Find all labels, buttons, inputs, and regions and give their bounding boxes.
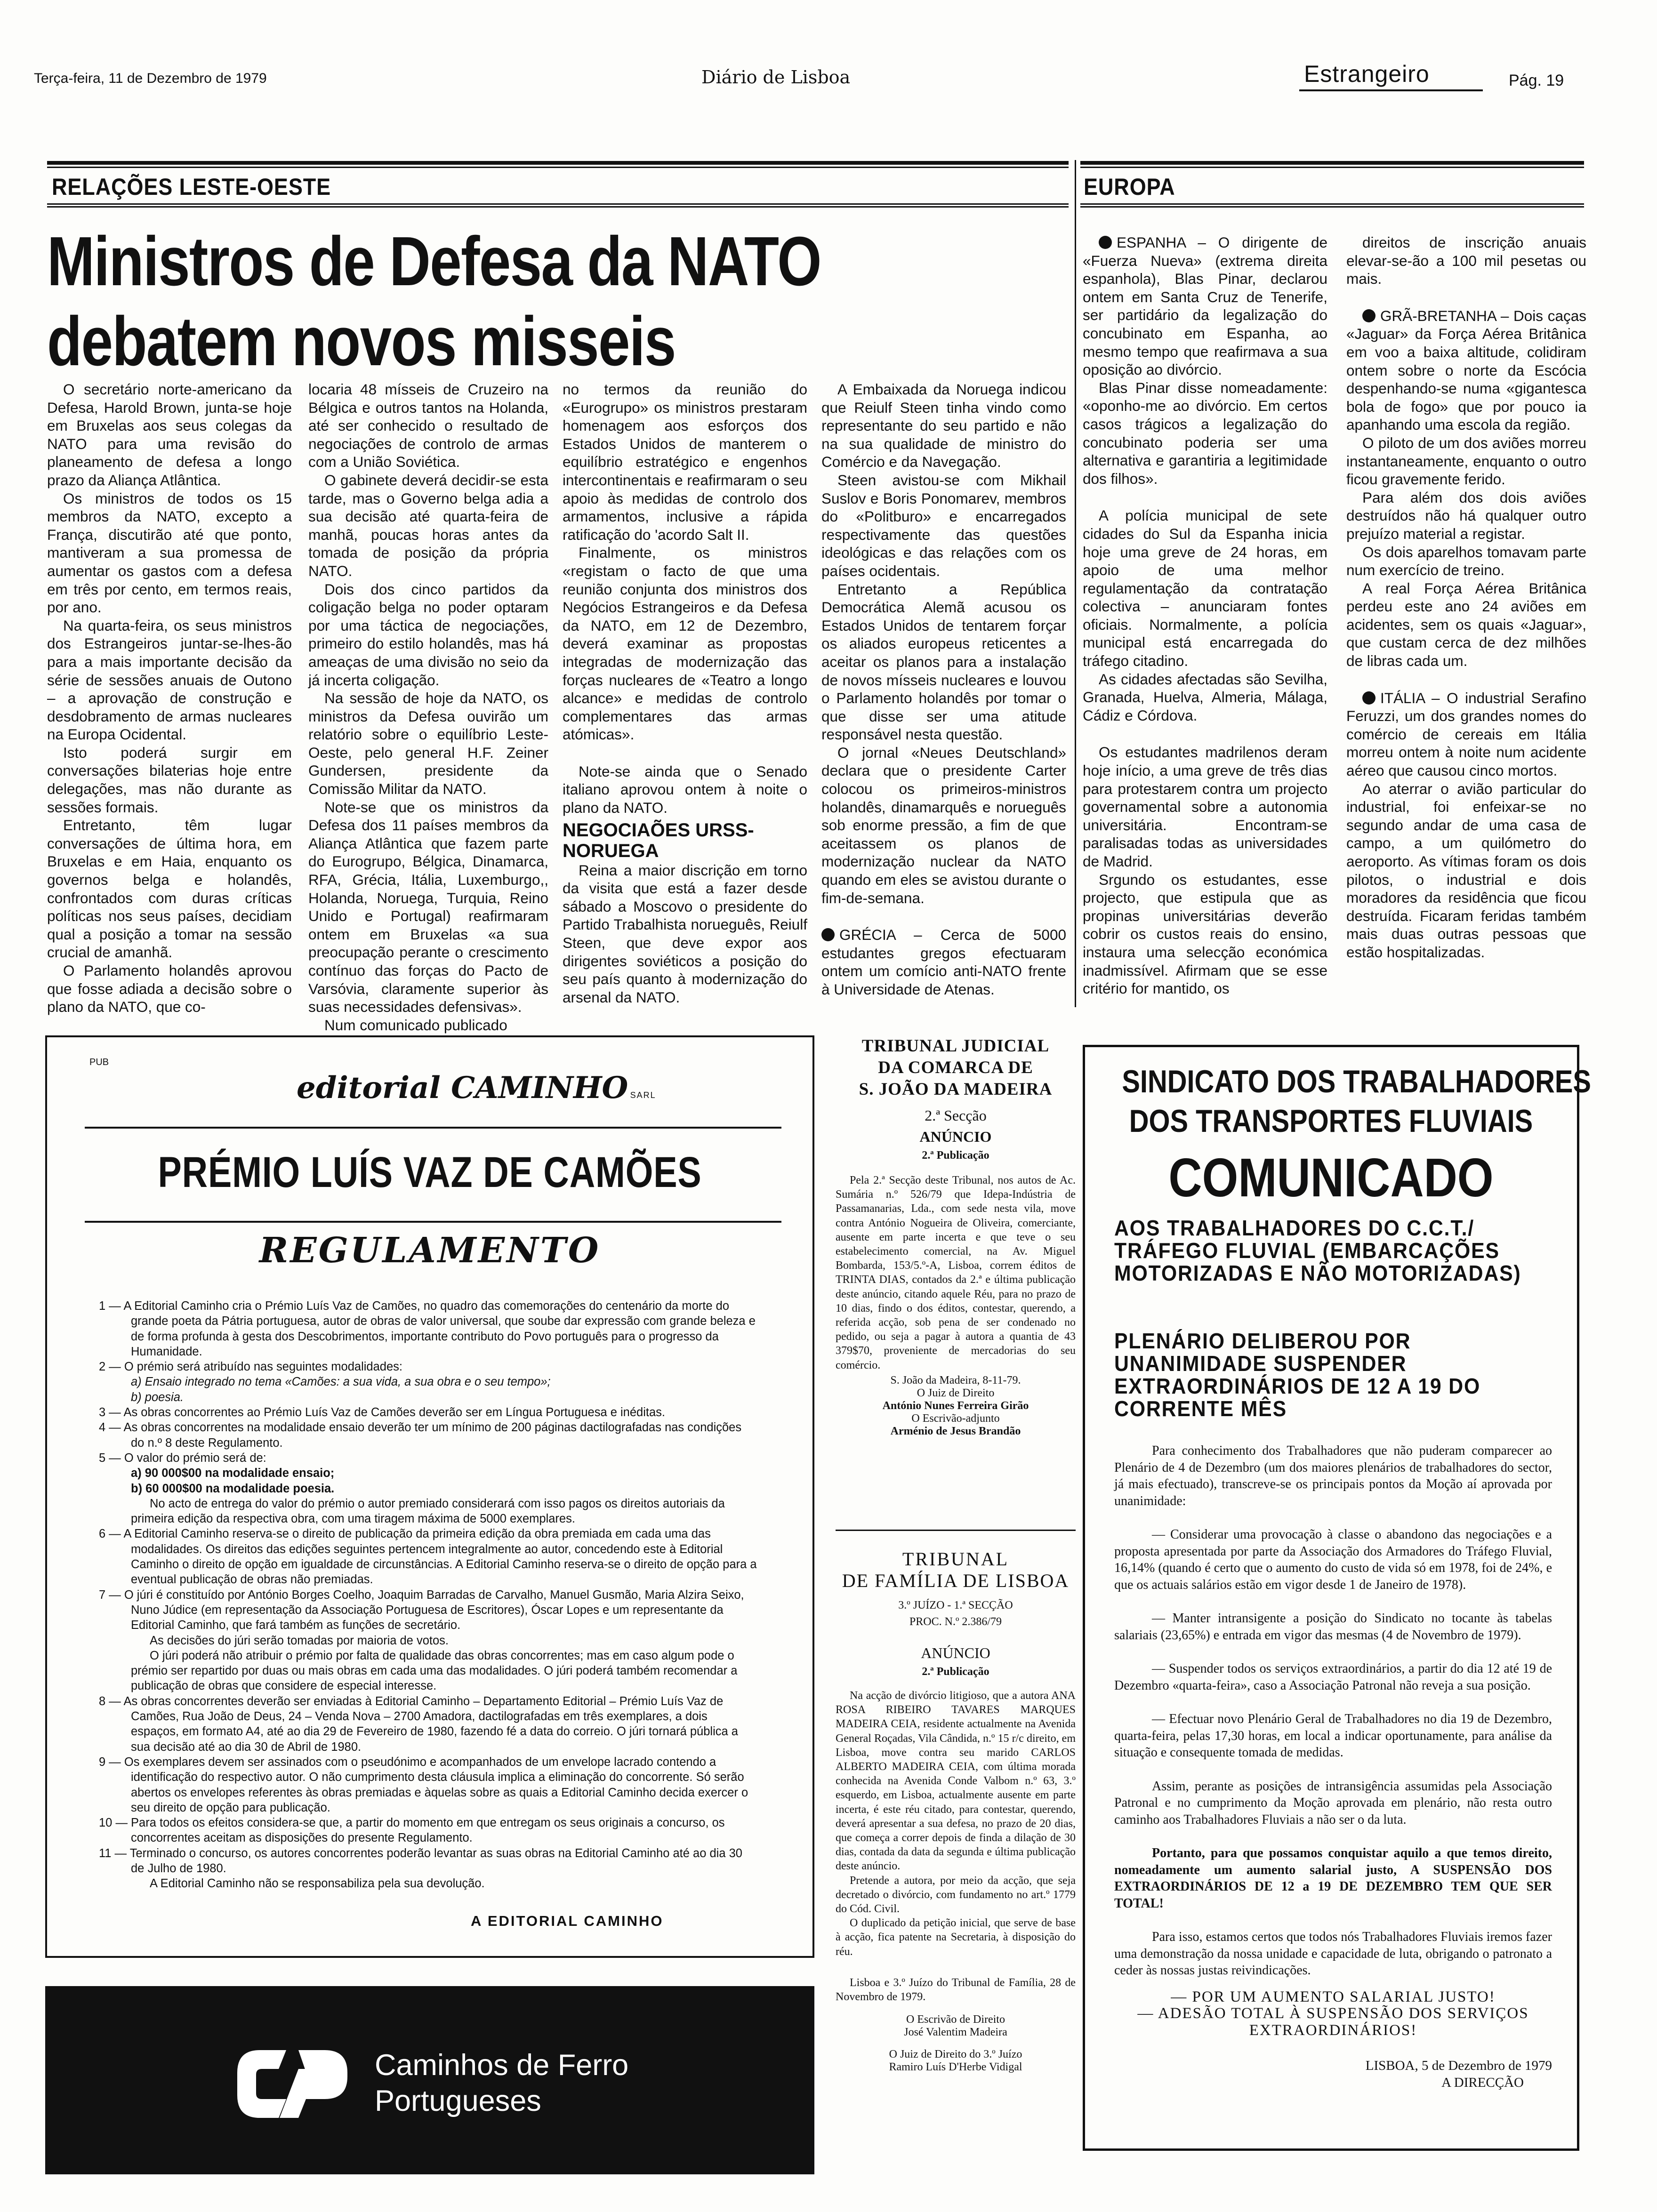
ad-sindicato-box: [1083, 1045, 1591, 2151]
news-gra-bretanha: GRÃ-BRETANHA – Dois caças «Jaguar» da Força Aérea Britânica em voo a baixa altitude, colidiram ontem sobre o norte da Escócia despenhando-se numa «gigantesca bola de fogo» que por pouco ia apanhando uma escola da região.: [1346, 307, 1586, 433]
rule-item: 10 — Para todos os efeitos considera-se que, a partir do momento em que entregam os seus originais a concurso, os concorrentes aceitam as disposições do presente Regulamento.: [99, 1816, 725, 1845]
article-column-4: [821, 380, 1066, 999]
paragraph: Steen avistou-se com Mikhail Suslov e Boris Ponomarev, membros do «Politburo» e encarregados respectivamente das questões ideológicas e das relações com os países ocidentais.: [821, 471, 1066, 579]
europa-rule-bottom: [1080, 203, 1584, 205]
paragraph: As cidades afectadas são Sevilha, Granada, Huelva, Almeria, Málaga, Cádiz e Córdova.: [1083, 670, 1327, 724]
comunicado-date: LISBOA, 5 de Dezembro de 1979: [1365, 2058, 1552, 2073]
notice-place-date: Lisboa e 3.º Juízo do Tribunal de Família, 28 de Novembro de 1979.: [836, 1976, 1076, 2004]
paragraph: Portanto, para que possamos conquistar aquilo a que temos direito, nomeadamente um aumento salarial justo, A SUSPENSÃO DOS EXTRAORDINÁRIOS DE 12 a 19 DE DEZEMBRO TEM QUE SER TOTAL!: [1114, 1846, 1552, 1911]
slogan: — ADESÃO TOTAL À SUSPENSÃO DOS SERVIÇOS EXTRAORDINÁRIOS!: [1137, 2005, 1529, 2039]
header-date: Terça-feira, 11 de Dezembro de 1979: [34, 71, 267, 86]
paragraph: Assim, perante as posições de intransigência assumidas pela Associação Patronal e no cumprimento da Moção aprovada em plenário, não resta outro caminho aos Trabalhadores Fluviais a não ser o da luta.: [1114, 1779, 1552, 1827]
rule-item: a) 90 000$00 na modalidade ensaio;: [131, 1467, 335, 1480]
ad-title: PRÉMIO LUÍS VAZ DE CAMÕES: [158, 1148, 702, 1196]
paragraph: — Suspender todos os serviços extraordinários, a partir do dia 12 até 19 de Dezembro «quarta-feira», caso a Associação Patronal não reveja a sua posição.: [1114, 1661, 1552, 1693]
bullet-icon: [821, 928, 835, 941]
notice-judge-name: António Nunes Ferreira Girão: [882, 1399, 1029, 1412]
paragraph: O gabinete deverá decidir-se esta tarde, mas o Governo belga adia a sua decisão até quarta-feira de manhã, poucas horas antes da tomada de posição da própria NATO.: [308, 471, 548, 579]
comunicado-body: [1114, 1443, 1552, 2091]
paragraph: Entretanto, têm lugar conversações de última hora, em Bruxelas e em Haia, enquanto os governos belga e holandês, confrontados com duras críticas políticas nos seus países, decidiam qual a posição a tomar na sessão crucial de amanhã.: [47, 817, 292, 961]
notice-judge-name: Ramiro Luís D'Herbe Vidigal: [889, 2061, 1022, 2074]
paragraph: Ao aterrar o avião particular do industrial, foi enfeixar-se no segundo andar de uma casa de campo, a um quilómetro do aeroporto. As vítimas foram os dois pilotos, o industrial e dois moradores da residência que ficou destruída. Ficaram feridas também mais duas outras pessoas que estão hospitalizadas.: [1346, 780, 1586, 961]
brand-logo: [297, 1070, 656, 1106]
paragraph: O jornal «Neues Deutschland» declara que o presidente Carter colocou os primeiros-ministros holandês, dinamarquês e norueguês sob enorme pressão, a fim de que aceitassem os planos de modernização nuclear da NATO quando em eles se avistou durante o fim-de-semana.: [821, 744, 1066, 906]
section-rule-top2: [47, 167, 1069, 168]
notice-place-date: S. João da Madeira, 8-11-79.: [890, 1374, 1021, 1387]
comunicado-subtitle-2: PLENÁRIO DELIBEROU POR UNANIMIDADE SUSPENDER EXTRAORDINÁRIOS DE 12 A 19 DO CORRENTE MÊS: [1114, 1329, 1481, 1421]
notice-body: [836, 1689, 1076, 2004]
rule-item: 8 — As obras concorrentes deverão ser enviadas à Editorial Caminho – Departamento Editorial – Prémio Luís Vaz de Camões, Rua João de Deus, 24 – Venda Nova – 2700 Amadora, dactilografadas em três exemplares, a dois espaços, em formato A4, até ao dia 29 de Fevereiro de 1980, fazendo fé a data do correio. O júri tornará pública a sua decisão até ao dia 30 de Abril de 1980.: [99, 1694, 738, 1754]
rule-item: 9 — Os exemplares devem ser assinados com o pseudónimo e acompanhados de um envelope lacrado contendo a identificação do respectivo autor. O não cumprimento desta cláusula implica a eliminação do concorrente. Só serão abertos os envelopes referentes às obras premiadas e àquelas sobre as quais a Editorial Caminho decida exercer o seu direito de opção para publicação.: [99, 1755, 748, 1814]
notice-judge-title: O Juiz de Direito do 3.º Juízo: [889, 2048, 1022, 2061]
notice-paragraph: Na acção de divórcio litigioso, que a autora ANA ROSA RIBEIRO TAVARES MARQUES MADEIRA CEIA, residente actualmente na Avenida General Roçadas, Vila Cândida, n.º 15 r/c direito, em Lisboa, move contra seu marido CARLOS ALBERTO MADEIRA CEIA, com última morada conhecida na Avenida Conde Valbom n.º 63, 3.º esquerdo, em Lisboa, actualmente ausente em parte incerta, é este réu citado, para contestar, querendo, deverá apresentar a sua defesa, no prazo de 20 dias, que começa a correr depois de finda a dilação de 30 dias, contada da data da segunda e última publicação deste anúncio.: [836, 1690, 1076, 1873]
notice-heading: DE FAMÍLIA DE LISBOA: [842, 1570, 1070, 1591]
page-number: Pág. 19: [1509, 72, 1564, 89]
masthead: Diário de Lisboa: [701, 67, 851, 88]
notice-section: 2.ª Secção: [925, 1107, 987, 1124]
rule-item: b) poesia.: [131, 1390, 184, 1404]
paragraph: Para além dos dois aviões destruídos não há qualquer outro prejuízo material a registar.: [1346, 489, 1586, 542]
rule-item: A Editorial Caminho não se responsabiliza pela sua devolução.: [150, 1877, 485, 1891]
ad-camoes-box: [45, 1035, 814, 1958]
ad-signature: A EDITORIAL CAMINHO: [471, 1913, 664, 1929]
paragraph: O secretário norte-americano da Defesa, Harold Brown, junta-se hoje em Bruxelas aos seus colegas da NATO para uma revisão do planeamento de defesa a longo prazo da Aliança Atlântica.: [47, 381, 292, 489]
paragraph: Os ministros de todos os 15 membros da NATO, excepto a França, discutirão até que ponto, mantiveram a sua promessa de aumentar os gastos com a defesa em três por cento, em termos reais, por ano.: [47, 489, 292, 616]
paragraph: Srgundo os estudantes, esse projecto, que estipula que as propinas universitárias deverão cobrir os custos reais do ensino, instaura uma selecção económica inadmissível. Afirmam que se esse critério for mantido, os: [1083, 871, 1327, 997]
rule-item: 4 — As obras concorrentes na modalidade ensaio deverão ter um mínimo de 200 páginas dactilografadas nas condições do n.º 8 deste Regulamento.: [99, 1421, 742, 1450]
main-headline-line2: debatem novos misseis: [47, 303, 676, 380]
notice-clerk-title: O Escrivão de Direito: [906, 2013, 1005, 2026]
notice-clerk-name: Arménio de Jesus Brandão: [890, 1425, 1021, 1437]
paragraph: Entretanto a República Democrática Alemã acusou os Estados Unidos de tentarem forçar os aliados europeus reticentes a aceitar os planos para a instalação de novos mísseis nucleares e louvou o Parlamento holandês por tomar o que disse ser uma atitude responsável nesta questão.: [821, 580, 1066, 743]
comunicado-sign: A DIRECÇÃO: [1441, 2075, 1524, 2090]
paragraph: Para isso, estamos certos que todos nós Trabalhadores Fluviais iremos fazer uma demonstração da nossa unidade e capacidade de luta, obrigando o patronato a ceder às nossas justas reivindicações.: [1114, 1930, 1552, 1978]
news-espanha: ESPANHA – O dirigente de «Fuerza Nueva» (extrema direita espanhola), Blas Pinar, declarou ontem em Santa Cruz de Tenerife, ser partidário da legalização do concubinato em Espanha, ao mesmo tempo que reafirmava a sua oposição ao divórcio.: [1083, 234, 1327, 378]
paragraph: Isto poderá surgir em conversações bilaterias hoje entre delegações, mas não durante as sessões formais.: [47, 744, 292, 816]
notice-paragraph: O duplicado da petição inicial, que serve de base à acção, fica patente na Secretaria, à disposição do réu.: [836, 1917, 1076, 1958]
section-title-relacoes: RELAÇÕES LESTE-OESTE: [52, 174, 331, 200]
notice-clerk-title: O Escrivão-adjunto: [911, 1412, 1000, 1425]
ad-subtitle: REGULAMENTO: [259, 1230, 601, 1271]
notice-judge-title: O Juiz de Direito: [917, 1387, 995, 1399]
section-name: Estrangeiro: [1304, 61, 1430, 87]
slogan: — POR UM AUMENTO SALARIAL JUSTO!: [1171, 1988, 1496, 2005]
europa-rule-top: [1080, 161, 1584, 165]
paragraph: locaria 48 mísseis de Cruzeiro na Bélgica e outros tantos na Holanda, até ser conhecido o resultado de negociações de controlo de armas com a União Soviética.: [308, 381, 548, 471]
column-divider: [1075, 160, 1076, 1007]
rule-item: 3 — As obras concorrentes ao Prémio Luís Vaz de Camões deverão ser em Língua Portuguesa e inéditas.: [99, 1406, 665, 1419]
brand-name: editorial CAMINHO: [297, 1070, 628, 1106]
rules-list: [99, 1298, 758, 1891]
section-rule-bottom: [47, 203, 1069, 205]
notice-divider: [836, 1530, 1076, 1531]
rule-item: 7 — O júri é constituído por António Borges Coelho, Joaquim Barradas de Carvalho, Manuel Gusmão, Maria Alzira Seixo, Nuno Júdice (em representação da Associação Portuguesa de Escritores), Óscar Lopes e um representante da Editorial Caminho, que fará também as funções de secretário.: [99, 1588, 744, 1632]
paragraph: Na quarta-feira, os seus ministros dos Estrangeiros juntar-se-lhes-ão para a mais importante decisão da série de sessões anuais de Outono – a aprovação de construção e desdobramento de armas nucleares na Europa Ocidental.: [47, 617, 292, 743]
rule-item: 2 — O prémio será atribuído nas seguintes modalidades:: [99, 1360, 402, 1374]
cp-name-line2: Portugueses: [375, 2084, 541, 2117]
bullet-icon: [1362, 309, 1375, 322]
paragraph: Os estudantes madrilenos deram hoje início, a uma greve de três dias para protestarem contra um projecto governamental sobre a autonomia universitária. Encontram-se paralisadas todas as universidades de Madrid.: [1083, 744, 1327, 870]
sindicato-name-line2: DOS TRANSPORTES FLUVIAIS: [1129, 1103, 1533, 1139]
paragraph: Note-se ainda que o Senado italiano aprovou ontem à noite o plano da NATO.: [563, 762, 807, 817]
comunicado-title: COMUNICADO: [1168, 1147, 1494, 1208]
paragraph: A real Força Aérea Britânica perdeu este ano 24 aviões em acidentes, sem os quais «Jaguar», que custam cerca de dez milhões de libras cada um.: [1346, 579, 1586, 670]
comunicado-subtitle-1: AOS TRABALHADORES DO C.C.T./ TRÁFEGO FLUVIAL (EMBARCAÇÕES MOTORIZADAS E NÃO MOTORIZADAS): [1114, 1216, 1521, 1285]
notice-proc: PROC. N.º 2.386/79: [909, 1616, 1002, 1628]
rule-item: 11 — Terminado o concurso, os autores concorrentes poderão levantar as suas obras na Editorial Caminho até ao dia 30 de Julho de 1980.: [99, 1846, 742, 1875]
notice-pub: 2.ª Publicação: [922, 1149, 989, 1162]
rule-item: b) 60 000$00 na modalidade poesia.: [131, 1482, 335, 1495]
section-title-europa: EUROPA: [1084, 174, 1175, 200]
header-rule: [1299, 89, 1483, 91]
paragraph: Finalmente, os ministros «registam o facto de que uma reunião conjunta dos ministros dos Negócios Estrangeiros e da Defesa da NATO, em 12 de Dezembro, deverá examinar as propostas integradas de modernização das forças nucleares de «Teatro a longo alcance» e medidas de controlo complementares das armas atómicas».: [563, 544, 807, 743]
paragraph: O piloto de um dos aviões morreu instantaneamente, enquanto o outro ficou gravemente ferido.: [1346, 434, 1586, 488]
rule-item: 5 — O valor do prémio será de:: [99, 1451, 266, 1465]
notice-paragraph: Pela 2.ª Secção deste Tribunal, nos autos de Ac. Sumária n.º 526/79 que Idepa-Indústria de Passamanarias, Lda., com sede nesta vila, move contra António Nogueira de Oliveira, comerciante, ausente em parte incerta e que teve o seu estabelecimento comercial, na Av. Miguel Bombarda, 153/5.º-A, Lisboa, correm éditos de TRINTA DIAS, contados da 2.ª e última publicação deste anúncio, citando aquele Réu, para no prazo de 10 dias, findo o dos éditos, contestar, querendo, a referida acção, sob pena de ser condenado no pedido, ou seja a pagar à autora a quantia de 43 379$70, proveniente de mercadorias do seu comércio.: [836, 1174, 1076, 1371]
paragraph: A polícia municipal de sete cidades do Sul da Espanha inicia hoje uma greve de 24 horas, em apoio de uma melhor regulamentação da contratação colectiva – anunciaram fontes oficiais. Normalmente, a polícia municipal está encarregada do tráfego citadino.: [1083, 507, 1327, 670]
ad-cp-banner: [45, 1986, 814, 2174]
cp-name-line1: Caminhos de Ferro: [375, 2049, 629, 2082]
paragraph: Na sessão de hoje da NATO, os ministros da Defesa ouvirão um relatório sobre o equilíbrio Leste-Oeste, pelo general H.F. Zeiner Gundersen, presidente da Comissão Militar da NATO.: [308, 689, 548, 798]
paragraph: Blas Pinar disse nomeadamente: «oponho-me ao divórcio. Em certos casos trágicos a legalização do concubinato poderia ser uma alternativa e garantiria a legitimidade dos filhos».: [1083, 379, 1327, 487]
paragraph: Os dois aparelhos tomavam parte num exercício de treino.: [1346, 543, 1586, 579]
rule-item: No acto de entrega do valor do prémio o autor premiado considerará com isso pagos os direitos autoriais da primeira edição da respectiva obra, com uma tiragem máxima de 5000 exemplares.: [131, 1497, 725, 1526]
article-column-2: [308, 380, 548, 1034]
notice-title: ANÚNCIO: [921, 1644, 990, 1661]
paragraph: A Embaixada da Noruega indicou que Reiulf Steen tinha vindo como representante do seu partido e não na sua qualidade de ministro do Comércio e da Navegação.: [821, 381, 1066, 471]
europa-column-1: [1083, 233, 1327, 998]
notice-section: 3.º JUÍZO - 1.ª SECÇÃO: [898, 1599, 1013, 1611]
ad-rule-2: [85, 1221, 781, 1223]
notice-heading: TRIBUNAL: [902, 1548, 1009, 1570]
paragraph-grecia: GRÉCIA – Cerca de 5000 estudantes gregos efectuaram ontem um comício anti-NATO frente à Universidade de Atenas.: [821, 926, 1066, 998]
paragraph: Num comunicado publicado: [324, 1016, 507, 1034]
paragraph: Note-se que os ministros da Defesa dos 11 países membros da Aliança Atlântica que fazem parte do Eurogrupo, Bélgica, Dinamarca, RFA, Grécia, Itália, Luxemburgo,, Holanda, Noruega, Turquia, Reino Unido e Portugal) reafirmaram ontem em Bruxelas «a sua preocupação perante o crescimento contínuo das forças do Pacto de Varsóvia, claramente superior às suas necessidades defensivas».: [308, 798, 548, 1016]
notice-heading: DA COMARCA DE: [878, 1058, 1033, 1077]
notice-paragraph: Pretende a autora, por meio da acção, que seja decretado o divórcio, com fundamento no art.º 1779 do Cód. Civil.: [836, 1874, 1076, 1915]
paragraph: — Manter intransigente a posição do Sindicato no tocante às tabelas salariais (23,65%) e entrada em vigor das mesmas (4 de Novembro de 1979).: [1114, 1611, 1552, 1643]
subhead-negociacoes: NEGOCIAÕES URSS-NORUEGA: [563, 819, 754, 861]
rule-item: As decisões do júri serão tomadas por maioria de votos.: [150, 1634, 449, 1647]
notice-heading: S. JOÃO DA MADEIRA: [859, 1080, 1053, 1099]
sindicato-name-line1: SINDICATO DOS TRABALHADORES: [1122, 1064, 1591, 1099]
rule-item: 1 — A Editorial Caminho cria o Prémio Luís Vaz de Camões, no quadro das comemorações do centenário da morte do grande poeta da Pátria portuguesa, autor de obras de valor universal, que soube dar expressão com grande beleza e de forma profunda à gesta dos Descobrimentos, importante contributo do Povo português para o progresso da Humanidade.: [99, 1299, 756, 1358]
paragraph: Reina a maior discrição em torno da visita que está a fazer desde sábado a Moscovo o presidente do Partido Trabalhista norueguês, Reiulf Steen, que deve expor aos dirigentes soviéticos a posição do seu país quanto à modernização do arsenal da NATO.: [563, 861, 807, 1006]
section-rule-top: [47, 161, 1069, 165]
rule-item: O júri poderá não atribuir o prémio por falta de qualidade das obras concorrentes; mas em caso algum pode o prémio ser repartido por duas ou mais obras em cada uma das modalidades. O júri poderá também recomendar a publicação de obras que considere de especial interesse.: [131, 1649, 738, 1693]
europa-rule-bottom2: [1080, 206, 1584, 208]
paragraph: no termos da reunião do «Eurogrupo» os ministros prestaram homenagem aos esforços dos Estados Unidos de manterem o equilíbrio estratégico e engenhos intercontinentais e reafirmaram o seu apoio às medidas de controlo dos armamentos, inclusive a rápida ratificação do 'acordo Salt II.: [563, 381, 807, 543]
ad-pub-label: PUB: [89, 1057, 109, 1067]
paragraph: Dois dos cinco partidos da coligação belga no poder optaram por uma táctica de negociações, primeiro do estilo holandês, mas há ameaças de uma divisão no seio da já incerta coligação.: [308, 580, 548, 689]
bullet-icon: [1362, 691, 1375, 705]
paragraph: O Parlamento holandês aprovou que fosse adiada a decisão sobre o plano da NATO, que co-: [47, 962, 292, 1016]
europa-rule-top2: [1080, 167, 1584, 168]
paragraph: — Considerar uma provocação à classe o abandono das negociações e a proposta apresentada por parte da Associação dos Armadores do Tráfego Fluvial, 16,14% (quando é certo que o aumento do custo de vida só em 1978, foi de 24%, e que os actuais salários estão em vigor desde 1 de Janeiro de 1978).: [1114, 1527, 1552, 1592]
news-italia: ITÁLIA – O industrial Serafino Feruzzi, um dos grandes nomes do comércio de cereais em Itália morreu ontem à noite num acidente aéreo que causou cinco mortos.: [1346, 689, 1586, 779]
ad-rule-1: [85, 1127, 781, 1129]
paragraph: direitos de inscrição anuais elevar-se-ão a 100 mil pesetas ou mais.: [1346, 234, 1586, 288]
article-column-3: [563, 380, 807, 1006]
section-rule-bottom2: [47, 206, 1069, 208]
rule-item: a) Ensaio integrado no tema «Camões: a sua vida, a sua obra e o seu tempo»;: [131, 1375, 551, 1389]
notice-title: ANÚNCIO: [919, 1128, 992, 1145]
notice-heading: TRIBUNAL JUDICIAL: [861, 1036, 1050, 1056]
notice-clerk-name: José Valentim Madeira: [904, 2026, 1007, 2039]
notice-pub: 2.ª Publicação: [922, 1666, 989, 1678]
europa-column-2: [1346, 233, 1586, 962]
notice-tribunal-judicial: [836, 1035, 1076, 1438]
paragraph: Para conhecimento dos Trabalhadores que não puderam comparecer ao Plenário de 4 de Dezembro (um dos maiores plenários de trabalhadores do sector, já mais efectuado), transcreve-se os principais pontos da Moção aí aprovada por unanimidade:: [1114, 1443, 1552, 1508]
cp-logo-icon: [233, 2046, 351, 2122]
bullet-icon: [1099, 236, 1112, 249]
paragraph: — Efectuar novo Plenário Geral de Trabalhadores no dia 19 de Dezembro, quarta-feira, pelas 17,30 horas, em local a indicar oportunamente, para análise da situação e consequente tomada de medidas.: [1114, 1712, 1552, 1760]
rule-item: 6 — A Editorial Caminho reserva-se o direito de publicação da primeira edição da obra premiada em cada uma das modalidades. Os direitos das edições seguintes pertencem integralmente ao autor, concedendo este à Editorial Caminho o direito de opção em igualdade de circunstâncias. A Editorial Caminho reserva-se o direito de opção para a eventual publicação de obras não premiadas.: [99, 1527, 757, 1587]
notice-tribunal-familia: [836, 1548, 1076, 2074]
notice-body: [836, 1173, 1076, 1372]
main-headline-line1: Ministros de Defesa da NATO: [47, 223, 821, 300]
article-column-1: [47, 380, 292, 1016]
brand-suffix: SARL: [630, 1090, 656, 1100]
